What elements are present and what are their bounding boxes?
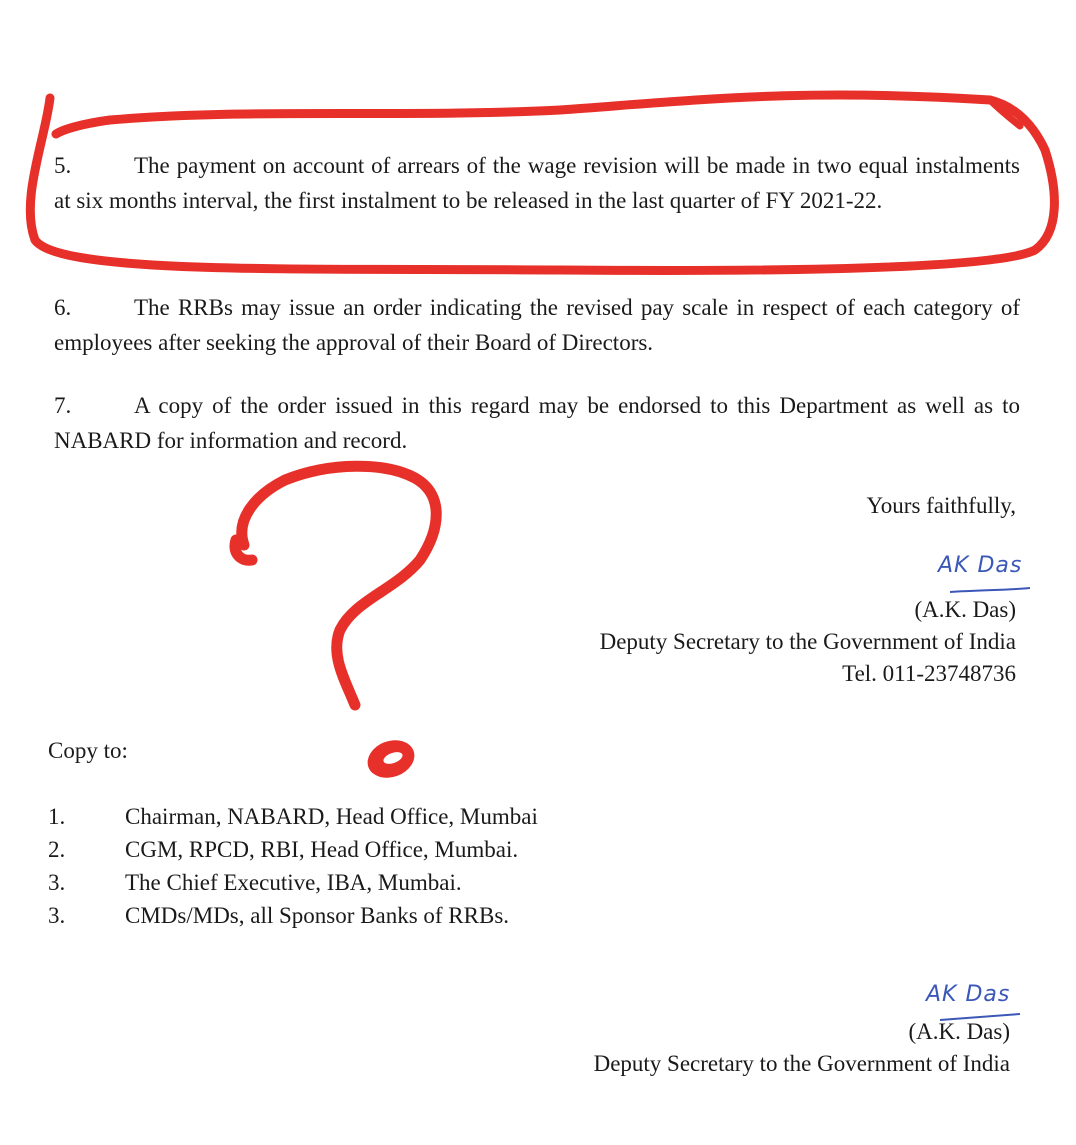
copy-to-list — [48, 800, 538, 932]
signature-block-1 — [600, 594, 1016, 690]
paragraph-6-number: 6. — [54, 295, 72, 320]
closing-text: Yours faithfully, — [866, 493, 1016, 518]
signatory-name-2: (A.K. Das) — [908, 1019, 1010, 1044]
copy-to-title: Copy to: — [48, 738, 128, 763]
signature-block-2 — [594, 1016, 1010, 1080]
paragraph-5-text: The payment on account of arrears of the wage revision will be made in two equal instalments at six months interval, the first instalment to be released in the last quarter of FY 2021-22. — [54, 153, 1020, 213]
handwritten-signature-2: AK Das — [926, 982, 1011, 1007]
copy-to-item: 3. CMDs/MDs, all Sponsor Banks of RRBs. — [48, 903, 510, 928]
paragraph-5 — [54, 148, 1020, 218]
paragraph-7-number: 7. — [54, 393, 72, 418]
handwritten-signature-1: AK Das — [938, 553, 1023, 578]
paragraph-6-text: The RRBs may issue an order indicating the revised pay scale in respect of each category of employees after seeking the approval of their Board of Directors. — [54, 295, 1020, 355]
copy-to-item: 1. Chairman, NABARD, Head Office, Mumbai — [48, 804, 538, 829]
paragraph-6 — [54, 290, 1020, 360]
paragraph-7-text: A copy of the order issued in this regard may be endorsed to this Department as well as to NABARD for information and record. — [54, 393, 1020, 453]
copy-to-item: 3. The Chief Executive, IBA, Mumbai. — [48, 870, 462, 895]
signatory-name-1: (A.K. Das) — [914, 597, 1016, 622]
copy-to-item: 2. CGM, RPCD, RBI, Head Office, Mumbai. — [48, 837, 519, 862]
paragraph-5-number: 5. — [54, 153, 72, 178]
signatory-designation-2: Deputy Secretary to the Government of India — [593, 1051, 1010, 1076]
paragraph-7 — [54, 388, 1020, 458]
red-question-mark-icon — [242, 466, 436, 705]
signatory-tel: Tel. 011-23748736 — [842, 661, 1016, 686]
signature-underline-1 — [950, 588, 1030, 592]
red-question-mark-dot-icon — [362, 734, 419, 784]
signatory-designation-1: Deputy Secretary to the Government of India — [599, 629, 1016, 654]
